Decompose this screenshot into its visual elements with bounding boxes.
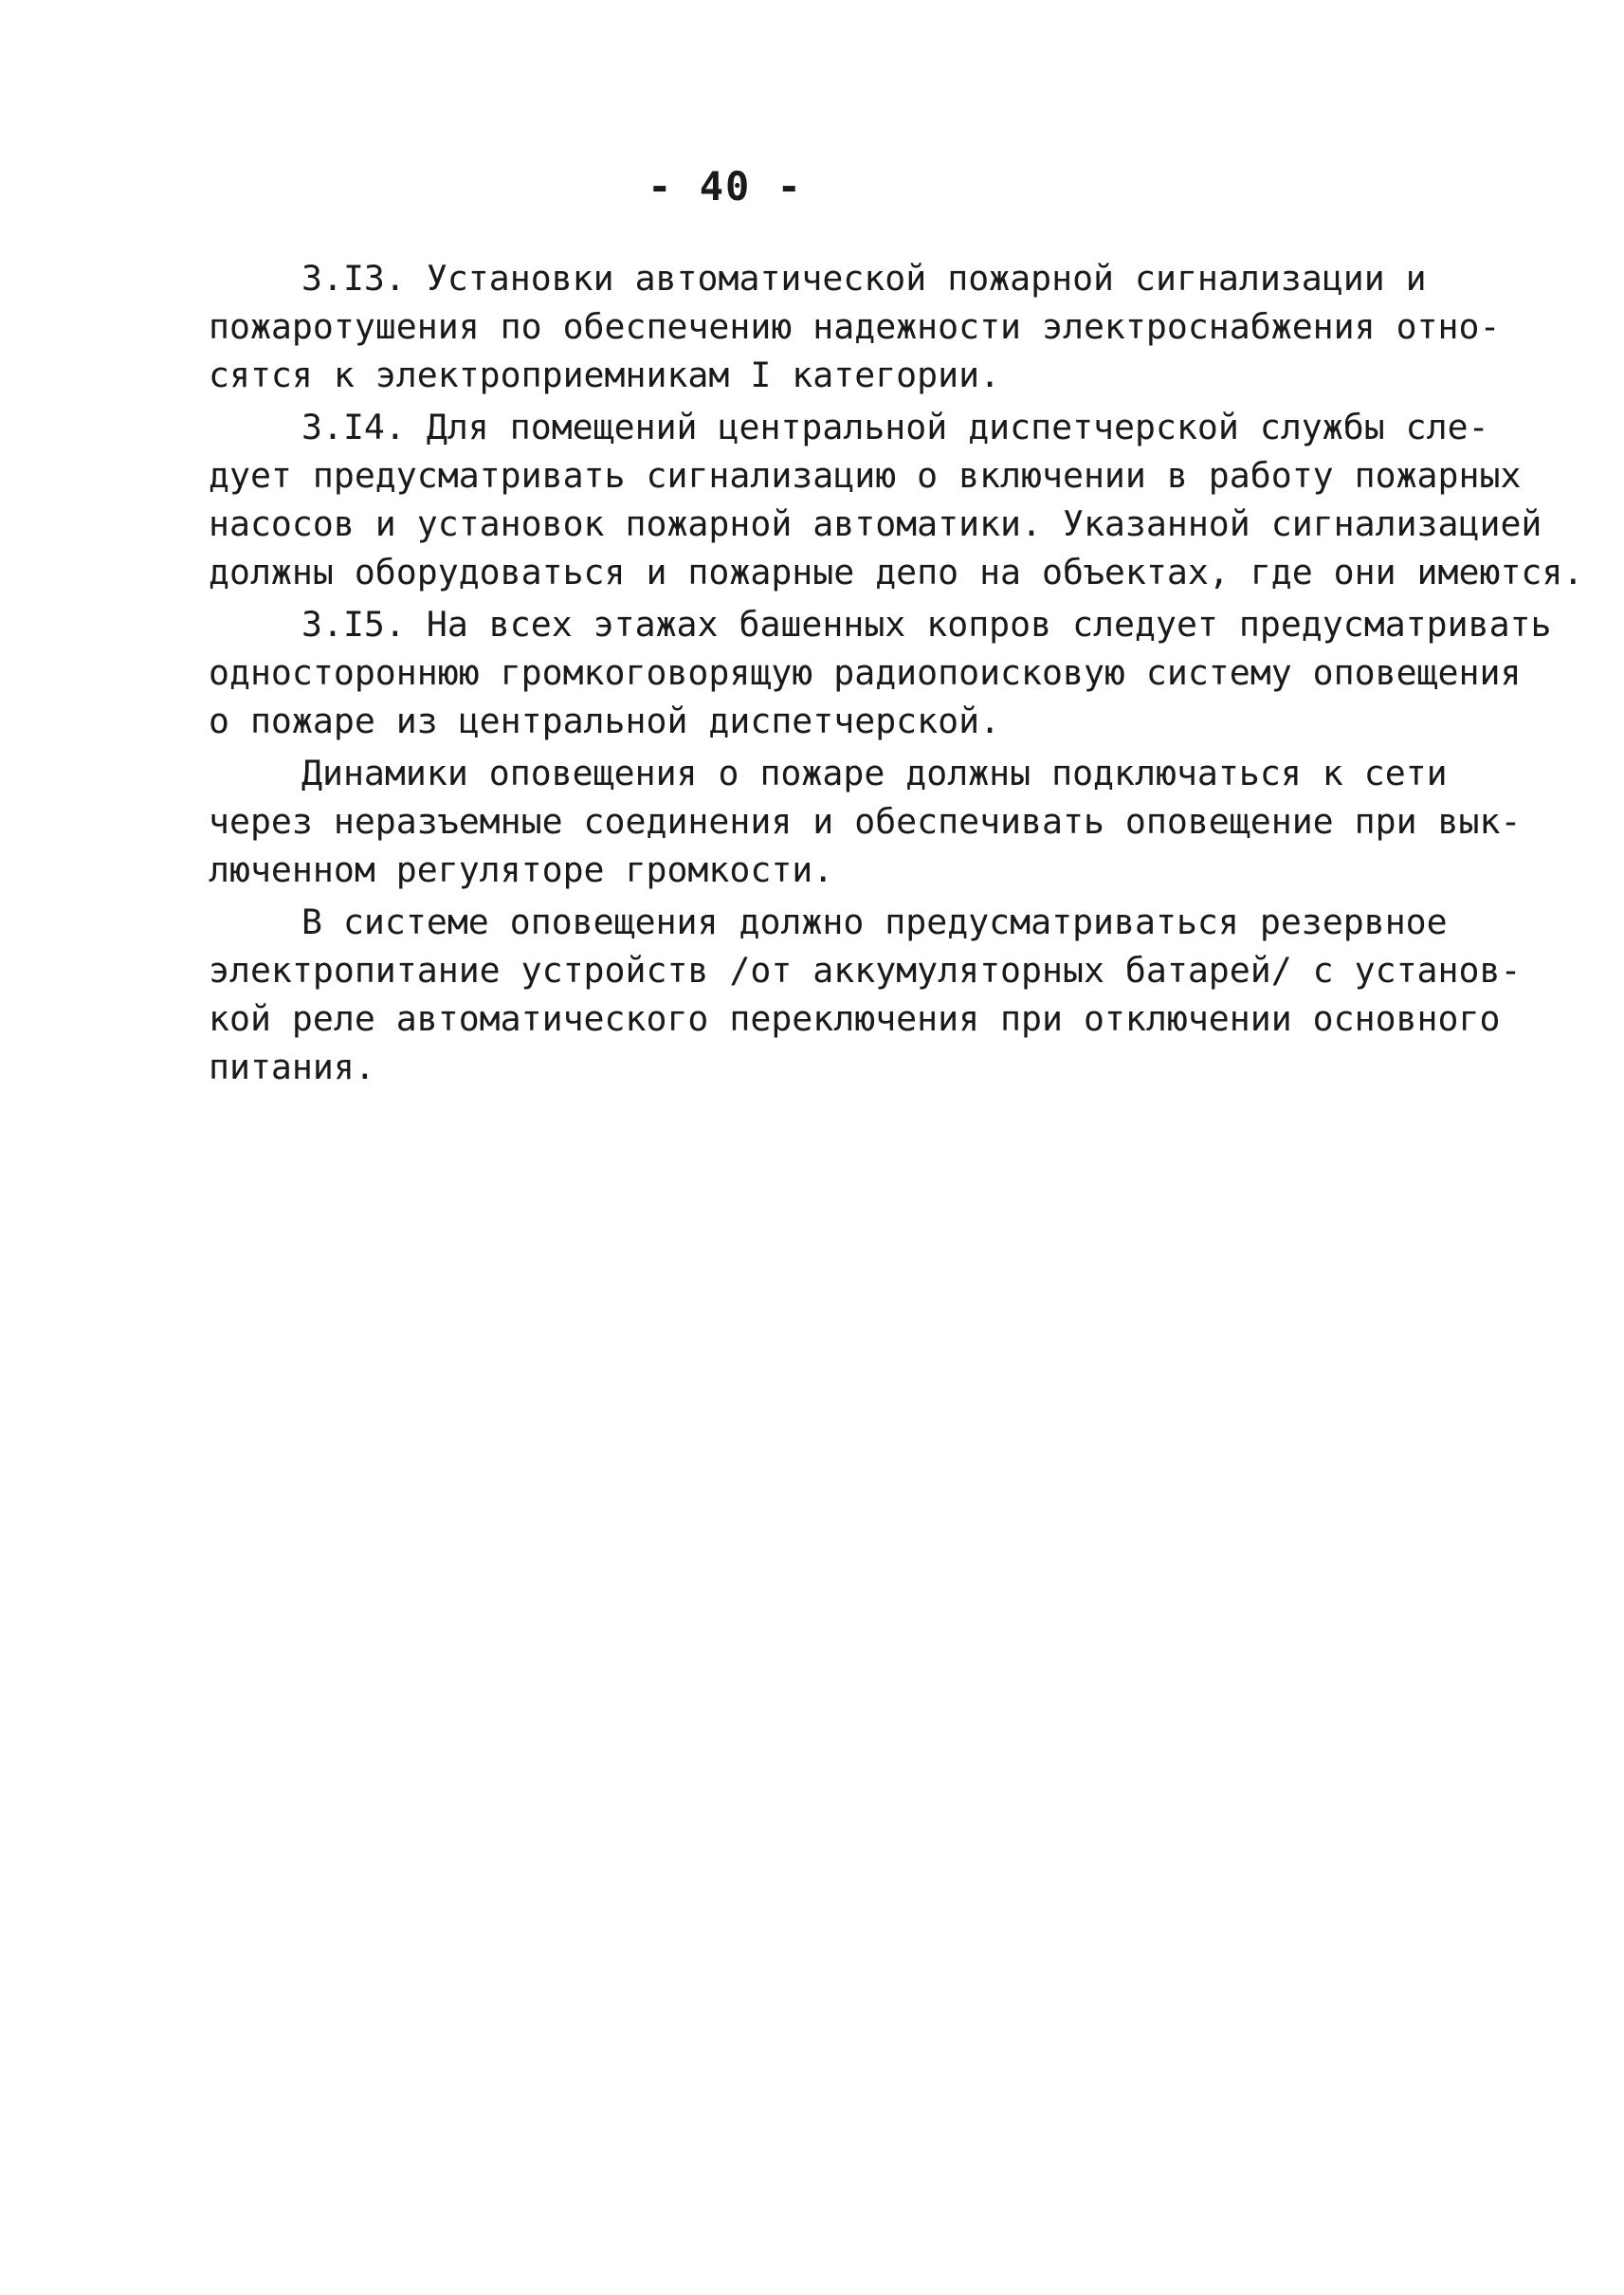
paragraph-speakers-line-2: через неразъемные соединения и обеспечивать оповещение при вык- bbox=[209, 801, 1522, 842]
paragraph-speakers-line-1: Динамики оповещения о пожаре должны подключаться к сети bbox=[301, 753, 1448, 793]
paragraph-3-14-line-2: дует предусматривать сигнализацию о включении в работу пожарных bbox=[209, 455, 1522, 496]
page-number: - 40 - bbox=[648, 163, 803, 209]
paragraph-speakers-line-3: люченном регуляторе громкости. bbox=[209, 849, 834, 890]
paragraph-backup-power-line-1: В системе оповещения должно предусматриваться резервное bbox=[301, 902, 1448, 942]
paragraph-backup-power-line-4: питания. bbox=[209, 1047, 375, 1087]
paragraph-3-13-line-3: сятся к электроприемникам I категории. bbox=[209, 355, 1001, 395]
paragraph-3-14-line-3: насосов и установок пожарной автоматики. Указанной сигнализацией bbox=[209, 503, 1542, 544]
paragraph-3-14-line-1: 3.I4. Для помещений центральной диспетчерской службы сле- bbox=[301, 407, 1489, 447]
paragraph-3-15-line-2: одностороннюю громкоговорящую радиопоисковую систему оповещения bbox=[209, 652, 1522, 693]
paragraph-3-15-line-1: 3.I5. На всех этажах башенных копров следует предусматривать bbox=[301, 604, 1552, 645]
document-body bbox=[209, 254, 1584, 1091]
paragraph-backup-power-line-2: электропитание устройств /от аккумуляторных батарей/ с установ- bbox=[209, 950, 1522, 991]
paragraph-backup-power-line-3: кой реле автоматического переключения при отключении основного bbox=[209, 998, 1501, 1039]
paragraph-3-13-line-2: пожаротушения по обеспечению надежности электроснабжения отно- bbox=[209, 306, 1501, 347]
paragraph-3-15-line-3: о пожаре из центральной диспетчерской. bbox=[209, 701, 1001, 741]
paragraph-3-14-line-4: должны оборудоваться и пожарные депо на объектах, где они имеются. bbox=[209, 552, 1584, 592]
paragraph-3-13-line-1: 3.I3. Установки автоматической пожарной сигнализации и bbox=[301, 258, 1427, 299]
